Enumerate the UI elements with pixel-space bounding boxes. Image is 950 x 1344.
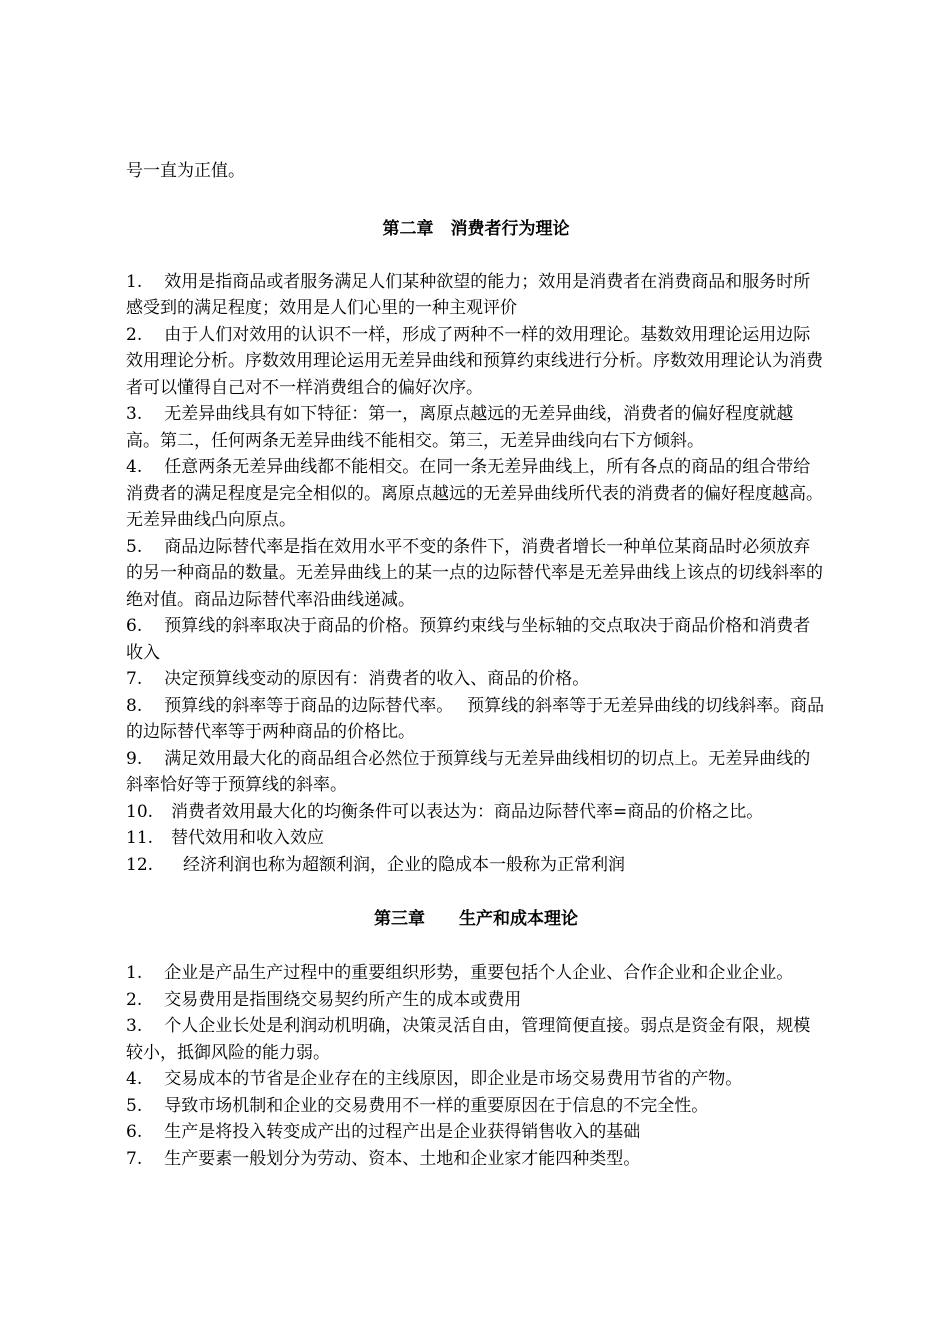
item-number: 1. [126,271,143,292]
item-text: 企业是产品生产过程中的重要组织形势，重要包括个人企业、合作企业和企业企业。 [164,963,794,983]
list-item [126,1119,826,1146]
item-text: 替代效用和收入效应 [171,828,325,848]
list-item [126,1013,826,1066]
item-number: 1. [126,963,143,983]
list-item [126,454,826,534]
chapter-3-list [126,960,826,1172]
item-number: 10. [126,801,154,822]
list-item [126,693,826,746]
list-item [126,1146,826,1173]
item-number: 5. [126,536,143,557]
item-text: 生产要素一般划分为劳动、资本、土地和企业家才能四种类型。 [164,1148,641,1169]
list-item [126,613,826,666]
item-text: 预算线的斜率等于商品的边际替代率。 预算线的斜率等于无差异曲线的切线斜率。商品的边际替代率等于两种商品的价格比。 [126,695,825,742]
item-number: 6. [126,1122,143,1142]
chapter-2-list [126,269,826,879]
item-number: 2. [126,324,143,345]
item-text: 商品边际替代率是指在效用水平不变的条件下，消费者增长一种单位某商品时必须放弃的另一种商品的数量。无差异曲线上的某一点的边际替代率是无差异曲线上该点的切线斜率的绝对值。商品边际替代率沿曲线递减。 [126,536,823,610]
list-item [126,987,826,1014]
list-item [126,269,826,322]
item-text: 效用是指商品或者服务满足人们某种欲望的能力；效用是消费者在消费商品和服务时所感受到的满足程度；效用是人们心里的一种主观评价 [126,271,811,318]
list-item [126,799,826,826]
list-item [126,852,826,879]
list-item [126,666,826,693]
chapter-3-title: 第三章 生产和成本理论 [374,909,578,929]
list-item [126,534,826,614]
item-text: 交易费用是指围绕交易契约所产生的成本或费用 [164,989,522,1010]
item-number: 4. [126,457,143,477]
item-text: 由于人们对效用的认识不一样，形成了两种不一样的效用理论。基数效用理论运用边际效用理论分析。序数效用理论运用无差异曲线和预算约束线进行分析。序数效用理论认为消费者可以懂得自己对不一样消费组合的偏好次序。 [126,324,823,398]
item-text: 满足效用最大化的商品组合必然位于预算线与无差异曲线相切的切点上。无差异曲线的斜率恰好等于预算线的斜率。 [126,748,811,795]
item-text: 生产是将投入转变成产出的过程产出是企业获得销售收入的基础 [164,1122,641,1142]
item-number: 2. [126,989,143,1010]
item-number: 5. [126,1095,143,1116]
item-text: 任意两条无差异曲线都不能相交。在同一条无差异曲线上，所有各点的商品的组合带给消费者的满足程度是完全相似的。离原点越远的无差异曲线所代表的消费者的偏好程度越高。无差异曲线凸向原点。 [126,457,823,530]
item-number: 11. [126,828,154,848]
document-page [126,158,826,1172]
item-number: 7. [126,669,143,689]
list-item [126,960,826,987]
item-number: 3. [126,1016,143,1036]
list-item [126,322,826,402]
list-item [126,401,826,454]
item-number: 6. [126,616,143,636]
item-text: 无差异曲线具有如下特征：第一，离原点越远的无差异曲线，消费者的偏好程度就越高。第二，任何两条无差异曲线不能相交。第三，无差异曲线向右下方倾斜。 [126,404,794,451]
list-item [126,825,826,852]
item-text: 经济利润也称为超额利润，企业的隐成本一般称为正常利润 [183,854,626,875]
item-text: 个人企业长处是利润动机明确，决策灵活自由，管理简便直接。弱点是资金有限，规模较小，抵御风险的能力弱。 [126,1016,811,1063]
item-text: 交易成本的节省是企业存在的主线原因，即企业是市场交易费用节省的产物。 [164,1069,743,1089]
item-text: 预算线的斜率取决于商品的价格。预算约束线与坐标轴的交点取决于商品价格和消费者收入 [126,616,811,663]
item-text: 消费者效用最大化的均衡条件可以表达为：商品边际替代率=商品的价格之比。 [171,801,764,822]
list-item [126,746,826,799]
item-number: 12. [126,854,154,875]
item-number: 7. [126,1148,143,1169]
item-number: 3. [126,404,143,424]
list-item [126,1093,826,1120]
item-number: 8. [126,695,143,716]
item-number: 9. [126,748,143,769]
item-text: 导致市场机制和企业的交易费用不一样的重要原因在于信息的不完全性。 [164,1095,709,1116]
item-number: 4. [126,1069,143,1089]
item-text: 决定预算线变动的原因有：消费者的收入、商品的价格。 [164,669,590,689]
chapter-2-title: 第二章 消费者行为理论 [382,218,570,239]
intro-line: 号一直为正值。 [126,161,245,181]
list-item [126,1066,826,1093]
